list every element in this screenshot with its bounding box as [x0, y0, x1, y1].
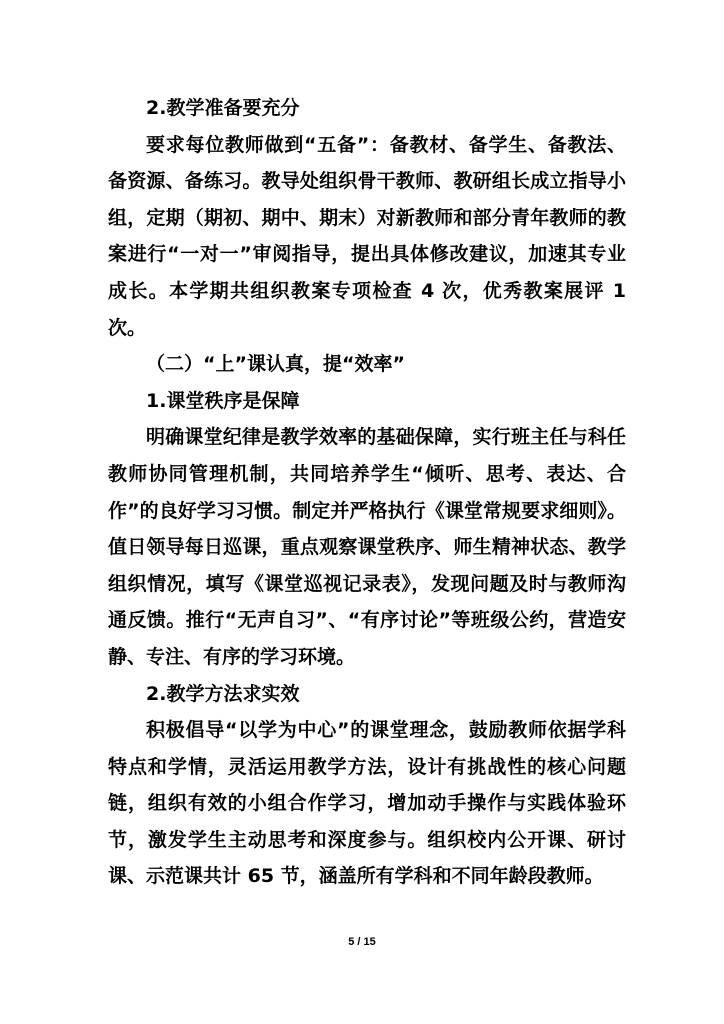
section-heading: 2.教学方法求实效	[146, 682, 300, 705]
page-content	[108, 90, 626, 895]
section-heading: 1.课堂秩序是保障	[146, 389, 300, 412]
body-paragraph: 要求每位教师做到“五备”：备教材、备学生、备教法、备资源、备练习。教导处组织骨干教师、教研组长成立指导小组，定期（期初、期中、期末）对新教师和部分青年教师的教案进行“一对一”审阅指导，提出具体修改建议，加速其专业成长。本学期共组织教案专项检查 4 次，优秀教案展评 1 次。	[108, 133, 626, 339]
section-heading: （二）“上”课认真，提“效率”	[146, 353, 405, 376]
section-heading: 2.教学准备要充分	[146, 97, 300, 119]
page-number: 5 / 15	[348, 936, 376, 948]
body-paragraph: 明确课堂纪律是教学效率的基础保障，实行班主任与科任教师协同管理机制，共同培养学生“倾听、思考、表达、合作”的良好学习习惯。制定并严格执行《课堂常规要求细则》。值日领导每日巡课，重点观察课堂秩序、师生精神状态、教学组织情况，填写《课堂巡视记录表》，发现问题及时与教师沟通反馈。推行“无声自习”、“有序讨论”等班级公约，营造安静、专注、有序的学习环境。	[108, 426, 626, 668]
body-paragraph: 积极倡导“以学为中心”的课堂理念，鼓励教师依据学科特点和学情，灵活运用教学方法，设计有挑战性的核心问题链，组织有效的小组合作学习，增加动手操作与实践体验环节，激发学生主动思考和深度参与。组织校内公开课、研讨课、示范课共计 65 节，涵盖所有学科和不同年龄段教师。	[108, 719, 626, 888]
